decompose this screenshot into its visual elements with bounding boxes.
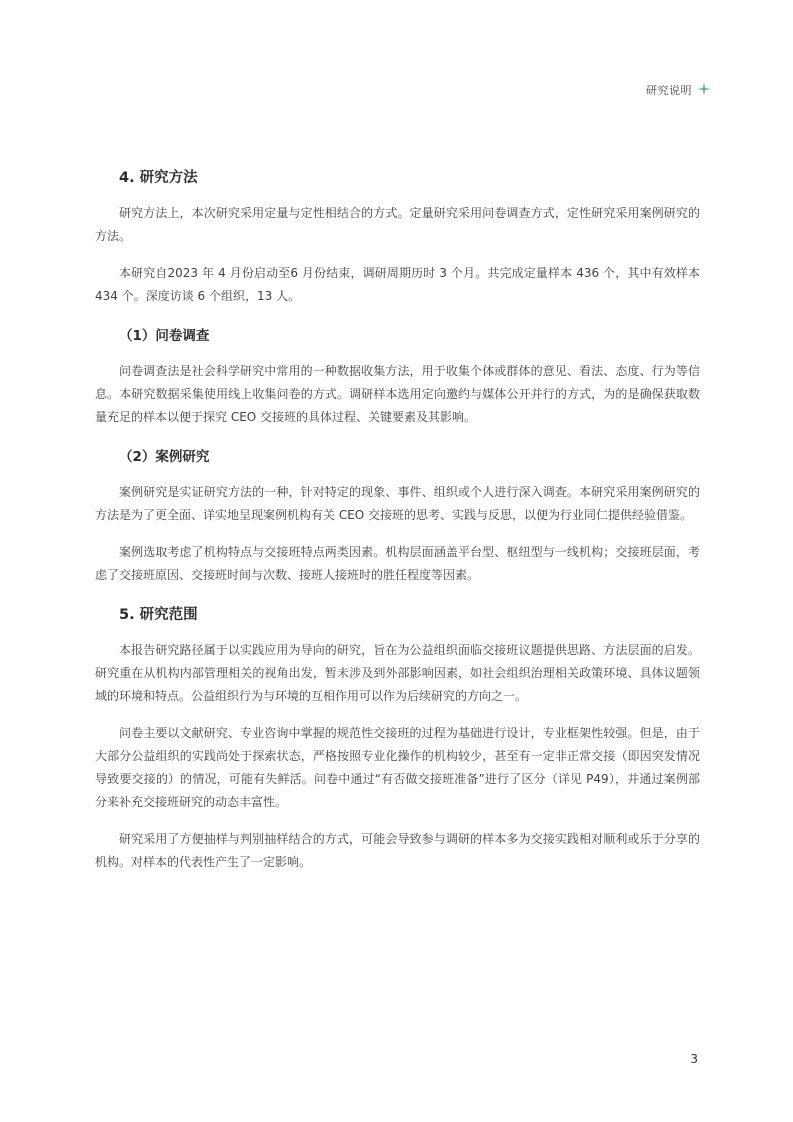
four-point-star-icon (697, 82, 711, 96)
section-heading-scope: 5. 研究范围 (119, 607, 198, 623)
subsection-heading-case-study: （2）案例研究 (119, 449, 210, 465)
subsection-heading-survey: （1）问卷调查 (119, 328, 210, 344)
running-header-label: 研究说明 (646, 84, 692, 97)
methods-paragraph-2: 本研究自2023 年 4 月份启动至6 月份结束，调研周期历时 3 个月。共完成定量样本 436 个，其中有效样本434 个。深度访谈 6 个组织，13 人。 (95, 266, 700, 303)
case-paragraph-2: 案例选取考虑了机构特点与交接班特点两类因素。机构层面涵盖平台型、枢纽型与一线机构；交接班层面，考虑了交接班原因、交接班时间与次数、接班人接班时的胜任程度等因素。 (95, 545, 700, 582)
methods-paragraph-1: 研究方法上，本次研究采用定量与定性相结合的方式。定量研究采用问卷调查方式，定性研究采用案例研究的方法。 (95, 206, 700, 243)
scope-paragraph-2: 问卷主要以文献研究、专业咨询中掌握的规范性交接班的过程为基础进行设计，专业框架性较强。但是，由于大部分公益组织的实践尚处于探索状态，严格按照专业化操作的机构较少，甚至有一定非正常交接（即因突发情况导致要交接的）的情况，可能有失鲜活。问卷中通过“有否做交接班准备”进行了区分（详见 P49），并通过案例部分来补充交接班研究的动态丰富性。 (95, 726, 700, 809)
case-paragraph-1: 案例研究是实证研究方法的一种，针对特定的现象、事件、组织或个人进行深入调查。本研究采用案例研究的方法是为了更全面、详实地呈现案例机构有关 CEO 交接班的思考、实践与反思，以便为行业同仁提供经验借鉴。 (95, 485, 700, 522)
scope-paragraph-1: 本报告研究路径属于以实践应用为导向的研究，旨在为公益组织面临交接班议题提供思路、方法层面的启发。研究重在从机构内部管理相关的视角出发，暂未涉及到外部影响因素，如社会组织治理相关政策环境、具体议题领域的环境和特点。公益组织行为与环境的互相作用可以作为后续研究的方向之一。 (95, 643, 700, 703)
section-heading-methods: 4. 研究方法 (119, 170, 198, 186)
document-body (95, 168, 700, 874)
survey-paragraph-1: 问卷调查法是社会科学研究中常用的一种数据收集方法，用于收集个体或群体的意见、看法、态度、行为等信息。本研究数据采集使用线上收集问卷的方式。调研样本选用定向邀约与媒体公开并行的方式，为的是确保获取数量充足的样本以便于探究 CEO 交接班的具体过程、关键要素及其影响。 (95, 364, 700, 424)
page-number: 3 (690, 1052, 698, 1066)
scope-paragraph-3: 研究采用了方便抽样与判别抽样结合的方式，可能会导致参与调研的样本多为交接实践相对顺利或乐于分享的机构。对样本的代表性产生了一定影响。 (95, 832, 700, 869)
